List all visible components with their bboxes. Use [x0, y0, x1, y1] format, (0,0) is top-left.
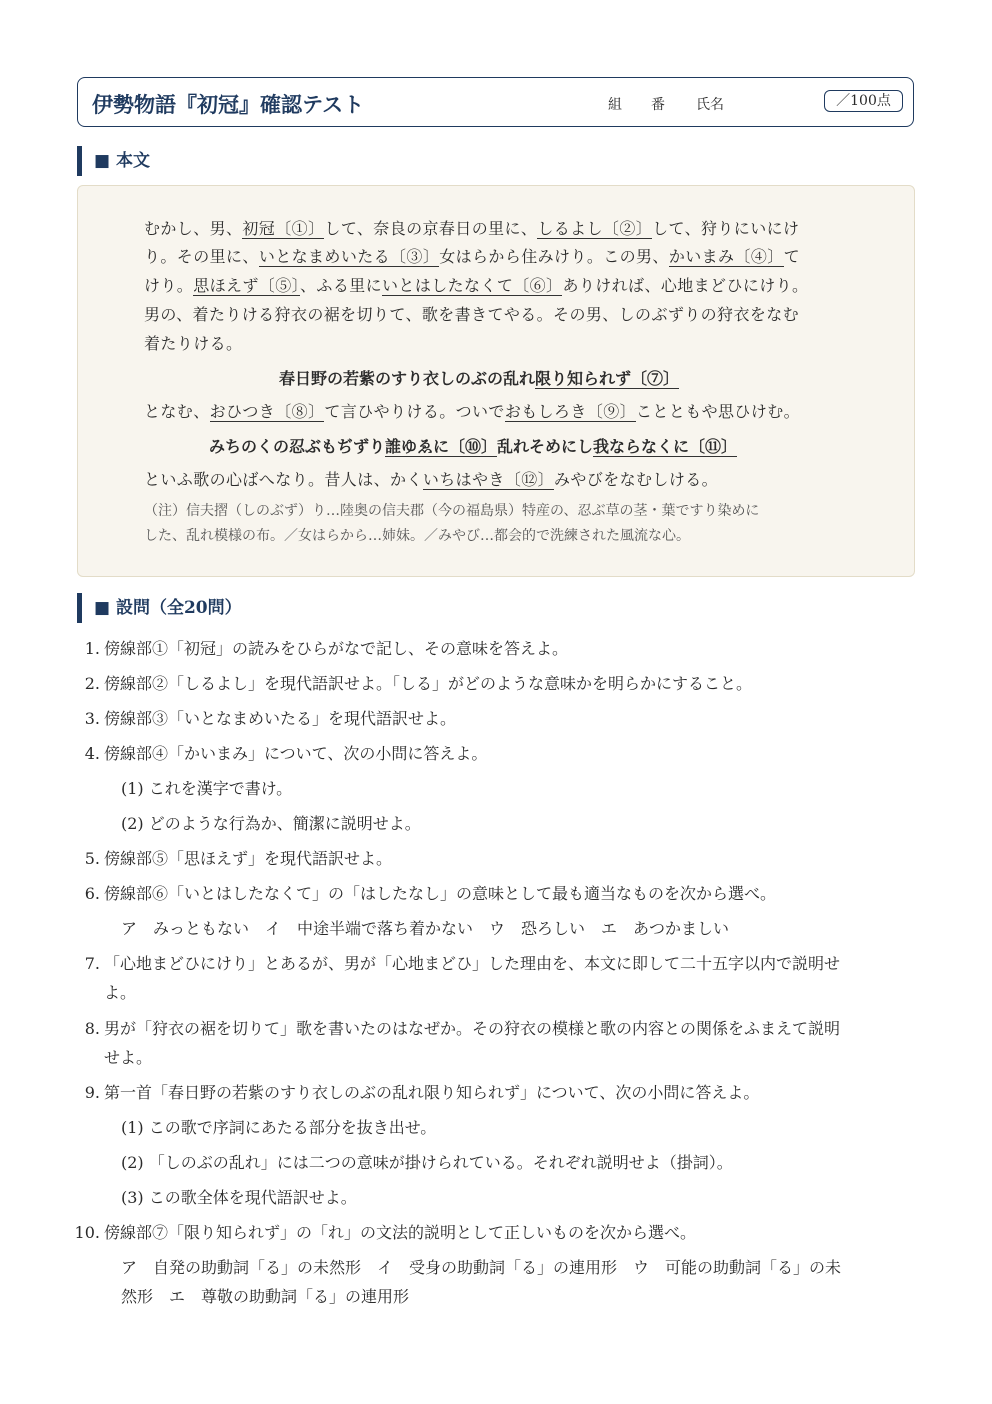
question-10 [74, 1220, 696, 1243]
text-span: となむ、 [144, 402, 210, 421]
text-span: ありければ、心地まどひにけり。 [562, 276, 809, 295]
test-title: 伊勢物語『初冠』確認テスト [92, 92, 365, 117]
text-span: ことともや思ひけむ。 [636, 402, 801, 421]
question-4 [74, 741, 487, 764]
question-text: 傍線部④「かいまみ」について、次の小問に答えよ。 [104, 744, 488, 763]
question-number: 10. [74, 1223, 100, 1242]
question-text: 傍線部⑤「思ほえず」を現代語訳せよ。 [104, 849, 393, 868]
question-9-sub-3: (3) この歌全体を現代語訳せよ。 [121, 1188, 357, 1207]
text-span: 女はらから住みけり。この男、 [439, 247, 669, 266]
text-span: むかし、男、 [144, 219, 243, 238]
text-span: して、狩りにいにけ [652, 219, 800, 238]
underlined-1: 初冠〔①〕 [242, 219, 325, 238]
question-8-cont: せよ。 [104, 1048, 153, 1067]
question-number: 8. [84, 1019, 100, 1038]
text-line-1 [144, 216, 799, 239]
question-text: 傍線部②「しるよし」を現代語訳せよ。「しる」がどのような意味かを明らかにすること。 [104, 674, 753, 693]
question-number: 9. [84, 1083, 100, 1102]
underlined-8: おひつき〔⑧〕 [209, 402, 325, 421]
question-10-choices-1: ア 自発の助動詞「る」の未然形 イ 受身の助動詞「る」の連用形 ウ 可能の助動詞「る」の未 [121, 1258, 842, 1277]
question-7-cont: よ。 [104, 983, 137, 1002]
text-line-7 [144, 467, 718, 490]
question-8 [74, 1016, 840, 1039]
text-line-4: 男の、着たりける狩衣の裾を切りて、歌を書きてやる。その男、しのぶずりの狩衣をなむ [144, 305, 800, 324]
number-label: 番 [651, 97, 665, 113]
section-heading-questions: ■ 設問（全20問） [77, 593, 242, 623]
question-number: 5. [84, 849, 100, 868]
question-text: 第一首「春日野の若紫のすり衣しのぶの乱れ限り知られず」について、次の小問に答えよ。 [104, 1083, 760, 1102]
note-line-1: （注）信夫摺（しのぶず）り…陸奥の信夫郡（今の福島県）特産の、忍ぶ草の茎・葉ですり染めに [144, 503, 760, 519]
text-span: 、ふる里に [300, 276, 383, 295]
text-span: して、奈良の京春日の里に、 [324, 219, 538, 238]
question-number: 4. [84, 744, 100, 763]
question-number: 7. [84, 954, 100, 973]
underlined-9: おもしろき〔⑨〕 [504, 402, 637, 421]
underlined-5: 思ほえず〔⑤〕 [193, 276, 301, 295]
underlined-12: いちはやき〔⑫〕 [422, 470, 555, 489]
question-number: 6. [84, 884, 100, 903]
text-line-6 [144, 399, 800, 422]
question-number: 1. [84, 639, 100, 658]
text-span: て言ひやりける。ついで [324, 402, 505, 421]
underlined-6: いとはしたなくて〔⑥〕 [382, 276, 563, 295]
note-line-2: した、乱れ模様の布。／女はらから…姉妹。／みやび…都会的で洗練された風流な心。 [144, 528, 690, 544]
section-heading-text: ■ 本文 [77, 146, 150, 176]
question-10-choices-2: 然形 エ 尊敬の助動詞「る」の連用形 [121, 1287, 410, 1306]
underlined-7: 限り知られず〔⑦〕 [535, 369, 680, 388]
class-label: 組 [608, 97, 622, 113]
underlined-3: いとなまめいたる〔③〕 [258, 247, 440, 266]
question-9-sub-1: (1) この歌で序詞にあたる部分を抜き出せ。 [121, 1118, 437, 1137]
text-line-5: 着たりける。 [144, 334, 243, 353]
text-span: り。その里に、 [144, 247, 259, 266]
question-2 [74, 671, 752, 694]
score-box: ／100点 [824, 90, 903, 112]
question-4-sub-1: (1) これを漢字で書け。 [121, 779, 293, 798]
test-header [77, 77, 914, 127]
question-6 [74, 881, 776, 904]
question-4-sub-2: (2) どのような行為か、簡潔に説明せよ。 [121, 814, 421, 833]
question-9 [74, 1080, 759, 1103]
text-span: て [783, 247, 801, 266]
poem-span: みちのくの忍ぶもぢずり [209, 437, 386, 456]
question-text: 傍線部⑥「いとはしたなくて」の「はしたなし」の意味として最も適当なものを次から選べ。 [104, 884, 777, 903]
question-5 [74, 846, 392, 869]
question-7 [74, 951, 840, 974]
poem-span: 乱れそめにし [497, 437, 594, 456]
poem-1 [279, 366, 679, 389]
text-line-2 [144, 244, 800, 267]
question-1 [74, 636, 568, 659]
question-number: 3. [84, 709, 100, 728]
question-3 [74, 706, 456, 729]
text-span: けり。 [144, 276, 194, 295]
question-text: 「心地まどひにけり」とあるが、男が「心地まどひ」した理由を、本文に即して二十五字以内で説明せ [104, 954, 841, 973]
question-text: 傍線部⑦「限り知られず」の「れ」の文法的説明として正しいものを次から選べ。 [104, 1223, 697, 1242]
text-span: といふ歌の心ばへなり。昔人は、かく [144, 470, 423, 489]
question-text: 傍線部①「初冠」の読みをひらがなで記し、その意味を答えよ。 [104, 639, 569, 658]
question-text: 男が「狩衣の裾を切りて」歌を書いたのはなぜか。その狩衣の模様と歌の内容との関係をふまえて説明 [104, 1019, 841, 1038]
question-9-sub-2: (2) 「しのぶの乱れ」には二つの意味が掛けられている。それぞれ説明せよ（掛詞）。 [121, 1153, 733, 1172]
question-text: 傍線部③「いとなまめいたる」を現代語訳せよ。 [104, 709, 457, 728]
text-span: みやびをなむしける。 [554, 470, 719, 489]
text-line-3 [144, 273, 808, 296]
question-number: 2. [84, 674, 100, 693]
underlined-11: 我ならなくに〔⑪〕 [593, 437, 738, 456]
poem-span: 春日野の若紫のすり衣しのぶの乱れ [279, 369, 536, 388]
question-6-choices: ア みっともない イ 中途半端で落ち着かない ウ 恐ろしい エ あつかましい [121, 919, 730, 938]
underlined-10: 誰ゆゑに〔⑩〕 [385, 437, 498, 456]
poem-2 [209, 434, 737, 457]
underlined-4: かいまみ〔④〕 [668, 247, 784, 266]
name-label: 氏名 [696, 97, 724, 113]
underlined-2: しるよし〔②〕 [537, 219, 653, 238]
